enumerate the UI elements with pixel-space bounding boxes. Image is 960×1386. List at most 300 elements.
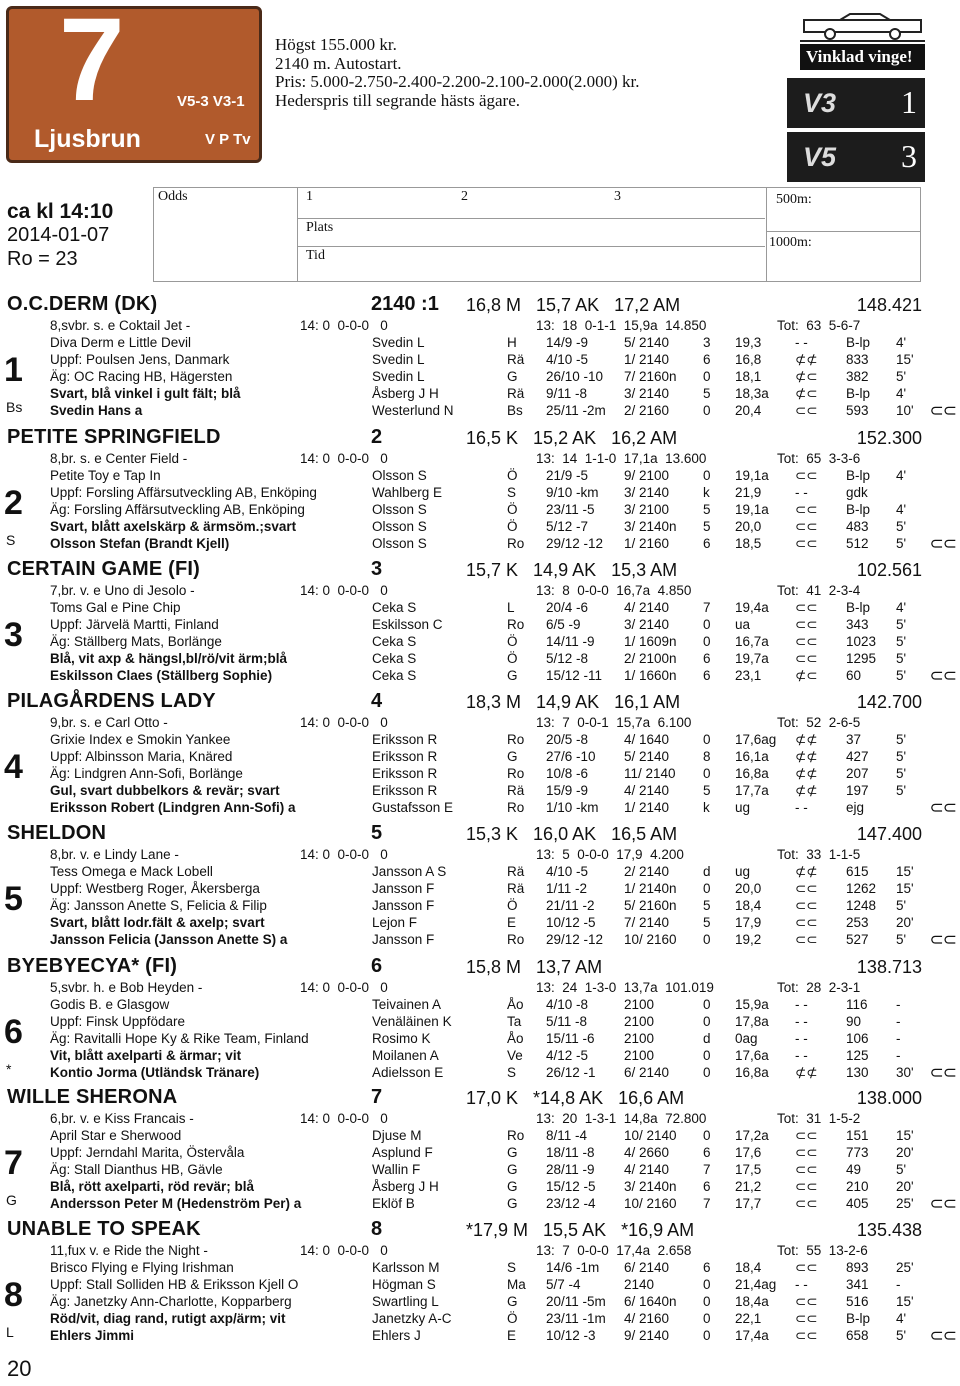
total-earnings: 138.000 xyxy=(856,1088,922,1108)
start-dat: 29/12 -12 xyxy=(546,932,604,947)
start-pr: 25' xyxy=(896,1260,914,1275)
start-sh: - - xyxy=(795,1014,808,1029)
start-pd: 6/ 2140 xyxy=(624,1065,670,1080)
start-pd: 6/ 1640n xyxy=(624,1294,677,1309)
start-drv: Åsberg J H xyxy=(372,386,439,401)
start-od: 197 xyxy=(846,783,869,798)
start-ped: Eriksson Robert (Lindgren Ann-Sofi) a xyxy=(50,800,296,815)
start-sh: ⊂⊂ xyxy=(795,1179,818,1194)
start-sh: ⊄⊄ xyxy=(795,1065,818,1080)
start-ped: Äg: Forsling Affärsutveckling AB, Enköping xyxy=(50,502,305,517)
total-stats: Tot: 63 5-6-7 xyxy=(777,318,861,333)
start-trk: G xyxy=(507,369,518,384)
start-ped: Toms Gal e Pine Chip xyxy=(50,600,181,615)
start-pl: 0 xyxy=(703,1128,711,1143)
start-ped: Ehlers Jimmi xyxy=(50,1328,135,1343)
ro-value: Ro = 23 xyxy=(7,248,78,270)
start-trk: Ma xyxy=(507,1277,526,1292)
horse-records: 16,8 M 15,7 AK 17,2 AM xyxy=(466,295,681,315)
horse-name: UNABLE TO SPEAK xyxy=(7,1218,201,1240)
start-drv: Karlsson M xyxy=(372,1260,440,1275)
start-pl: 7 xyxy=(703,1162,711,1177)
year-stats-13: 13: 24 1-3-0 13,7a 101.019 xyxy=(536,980,714,995)
start-dat: 15/12 -11 xyxy=(546,668,603,683)
start-od: 125 xyxy=(846,1048,869,1063)
start-od: 116 xyxy=(846,997,868,1012)
year-stats-14: 14: 0 0-0-0 0 xyxy=(300,583,388,598)
col-2: 2 xyxy=(461,189,468,204)
year-stats-14: 14: 0 0-0-0 0 xyxy=(300,980,388,995)
horse-records: 15,7 K 14,9 AK 15,3 AM xyxy=(466,560,678,580)
start-trk: E xyxy=(507,915,517,930)
start-trk: G xyxy=(507,1179,518,1194)
start-pd: 3/ 2140n xyxy=(624,519,677,534)
start-pd: 5/ 2140 xyxy=(624,335,670,350)
start-pd: 10/ 2160 xyxy=(624,932,677,947)
start-dat: 10/8 -6 xyxy=(546,766,589,781)
start-pl: 5 xyxy=(703,519,711,534)
start-pr: 4' xyxy=(896,335,907,350)
year-stats-13: 13: 5 0-0-0 17,9 4.200 xyxy=(536,847,684,862)
start-drv: Djuse M xyxy=(372,1128,422,1143)
start-trk: Ro xyxy=(507,732,525,747)
badge-label: V3 xyxy=(803,88,837,118)
m1000-label: 1000m: xyxy=(769,235,812,250)
start-drv: Wallin F xyxy=(372,1162,421,1177)
start-pl: 6 xyxy=(703,1145,711,1160)
start-dat: 9/10 -km xyxy=(546,485,599,500)
start-pl: 5 xyxy=(703,783,711,798)
start-pd: 2/ 2100n xyxy=(624,651,677,666)
start-pl: 0 xyxy=(703,403,711,418)
start-od: B-lp xyxy=(846,600,871,615)
start-pl: 0 xyxy=(703,1294,711,1309)
start-pr: 20' xyxy=(896,915,914,930)
col-3: 3 xyxy=(614,189,621,204)
start-sh: ⊂⊂ xyxy=(795,536,818,551)
start-pd: 3/ 2140 xyxy=(624,617,670,632)
horse-age-sire: 8,br. v. e Lindy Lane - xyxy=(50,847,179,862)
start-pl: d xyxy=(703,1031,711,1046)
start-number: 1 xyxy=(4,351,23,389)
start-sh: ⊄⊄ xyxy=(795,864,818,879)
horse-records: 15,3 K 16,0 AK 16,5 AM xyxy=(466,824,678,844)
start-ped: Gul, svart dubbelkors & revär; svart xyxy=(50,783,280,798)
race-games: V5-3 V3-1 xyxy=(177,93,245,110)
year-stats-14: 14: 0 0-0-0 0 xyxy=(300,715,388,730)
start-dat: 14/6 -1m xyxy=(546,1260,600,1275)
total-stats: Tot: 41 2-3-4 xyxy=(777,583,861,598)
start-drv: Olsson S xyxy=(372,502,427,517)
start-drv: Ceka S xyxy=(372,651,417,666)
start-drv: Rosimo K xyxy=(372,1031,431,1046)
start-pr: 10' xyxy=(896,403,914,418)
start-tm: 16,7a xyxy=(735,634,769,649)
start-drv: Olsson S xyxy=(372,468,427,483)
start-sh: ⊂⊂ xyxy=(795,898,818,913)
start-pr: - xyxy=(896,1277,901,1292)
start-ped: Äg: Lindgren Ann-Sofi, Borlänge xyxy=(50,766,243,781)
shoe-code: * xyxy=(6,1061,12,1077)
start-dat: 4/12 -5 xyxy=(546,1048,589,1063)
start-sh: - - xyxy=(795,800,808,815)
shoe-icon: ⊂⊂ xyxy=(929,798,956,817)
start-od: 658 xyxy=(846,1328,869,1343)
start-dat: 10/12 -5 xyxy=(546,915,596,930)
start-ped: Blå, rött axelparti, röd revär; blå xyxy=(50,1179,255,1194)
start-ped: Andersson Peter M (Hedenström Per) a xyxy=(50,1196,302,1211)
start-trk: G xyxy=(507,1162,518,1177)
start-pr: 5' xyxy=(896,634,907,649)
start-od: 210 xyxy=(846,1179,869,1194)
start-sh: ⊂⊂ xyxy=(795,634,818,649)
start-sh: - - xyxy=(795,1277,808,1292)
post-position: 2140 :1 xyxy=(371,293,439,315)
start-ped: Äg: Janetzky Ann-Charlotte, Kopparberg xyxy=(50,1294,292,1309)
start-ped: Godis B. e Glasgow xyxy=(50,997,170,1012)
logo-text: Vinklad vinge! xyxy=(800,44,925,70)
horse-name: PILAGÅRDENS LADY xyxy=(7,690,216,712)
start-pr: 30' xyxy=(896,1065,914,1080)
start-trk: Ro xyxy=(507,800,525,815)
start-trk: Rä xyxy=(507,864,525,879)
start-tm: 18,1 xyxy=(735,369,762,384)
start-dat: 20/11 -5m xyxy=(546,1294,606,1309)
start-tm: 20,0 xyxy=(735,519,762,534)
shoe-code: G xyxy=(6,1192,17,1208)
start-pd: 2/ 2140 xyxy=(624,864,670,879)
start-ped: Röd/vit, diag rand, rutigt axp/ärm; vit xyxy=(50,1311,286,1326)
start-sh: ⊂⊂ xyxy=(795,502,818,517)
start-sh: ⊂⊂ xyxy=(795,881,818,896)
total-earnings: 102.561 xyxy=(856,560,922,580)
start-tm: 17,9 xyxy=(735,915,762,930)
start-od: 527 xyxy=(846,932,869,947)
post-position: 6 xyxy=(371,955,383,977)
start-dat: 14/11 -9 xyxy=(546,634,595,649)
start-sh: ⊂⊂ xyxy=(795,1260,818,1275)
start-pr: 15' xyxy=(896,1294,914,1309)
start-sh: ⊂⊂ xyxy=(795,519,818,534)
start-pr: 20' xyxy=(896,1179,914,1194)
horse-records: *17,9 M 15,5 AK *16,9 AM xyxy=(466,1220,695,1240)
start-tm: 18,4 xyxy=(735,898,762,913)
start-tm: ug xyxy=(735,800,751,815)
start-drv: Gustafsson E xyxy=(372,800,454,815)
start-tm: 21,2 xyxy=(735,1179,762,1194)
shoe-icon: ⊂⊂ xyxy=(929,1063,956,1082)
start-drv: Olsson S xyxy=(372,519,427,534)
start-pr: 4' xyxy=(896,502,907,517)
race-header-box xyxy=(6,0,262,163)
start-pl: 0 xyxy=(703,1014,711,1029)
start-ped: Uppf: Jerndahl Marita, Östervåla xyxy=(50,1145,245,1160)
start-number: 8 xyxy=(4,1276,23,1314)
start-od: 773 xyxy=(846,1145,869,1160)
shoe-code: L xyxy=(6,1324,14,1340)
start-pl: 0 xyxy=(703,634,711,649)
start-od: 483 xyxy=(846,519,869,534)
start-pr: - xyxy=(896,1048,901,1063)
start-od: 1262 xyxy=(846,881,877,896)
start-pl: 0 xyxy=(703,1065,711,1080)
start-drv: Jansson F xyxy=(372,898,435,913)
start-dat: 15/12 -5 xyxy=(546,1179,596,1194)
start-pd: 10/ 2160 xyxy=(624,1196,677,1211)
start-tm: 16,8a xyxy=(735,766,769,781)
start-dat: 5/12 -7 xyxy=(546,519,589,534)
race-date: 2014-01-07 xyxy=(7,224,110,246)
start-od: 341 xyxy=(846,1277,869,1292)
start-pr: 5' xyxy=(896,536,907,551)
start-drv: Eriksson R xyxy=(372,766,438,781)
start-pd: 10/ 2140 xyxy=(624,1128,677,1143)
start-pr: - xyxy=(896,997,901,1012)
start-ped: Uppf: Järvelä Martti, Finland xyxy=(50,617,219,632)
total-stats: Tot: 65 3-3-6 xyxy=(777,451,861,466)
start-pr: 5' xyxy=(896,766,907,781)
start-sh: ⊂⊂ xyxy=(795,1196,818,1211)
start-ped: Eskilsson Claes (Ställberg Sophie) xyxy=(50,668,273,683)
horse-records: 17,0 K *14,8 AK 16,6 AM xyxy=(466,1088,685,1108)
start-pl: 5 xyxy=(703,915,711,930)
start-tm: 19,4a xyxy=(735,600,769,615)
start-pd: 1/ 1609n xyxy=(624,634,677,649)
year-stats-14: 14: 0 0-0-0 0 xyxy=(300,318,388,333)
start-tm: 17,4a xyxy=(735,1328,769,1343)
start-tm: ug xyxy=(735,864,751,879)
race-info xyxy=(275,36,640,110)
start-drv: Venäläinen K xyxy=(372,1014,452,1029)
start-ped: Äg: OC Racing HB, Hägersten xyxy=(50,369,233,384)
start-dat: 23/11 -1m xyxy=(546,1311,606,1326)
start-sh: ⊂⊂ xyxy=(795,1145,818,1160)
start-sh: ⊂⊂ xyxy=(795,1162,818,1177)
start-dat: 5/12 -8 xyxy=(546,651,589,666)
start-sh: ⊄⊄ xyxy=(795,352,818,367)
start-trk: G xyxy=(507,1196,518,1211)
start-pl: 0 xyxy=(703,932,711,947)
start-pl: 7 xyxy=(703,1196,711,1211)
start-drv: Eriksson R xyxy=(372,732,438,747)
year-stats-13: 13: 14 1-1-0 17,1a 13.600 xyxy=(536,451,707,466)
start-dat: 18/11 -8 xyxy=(546,1145,595,1160)
start-pl: 0 xyxy=(703,881,711,896)
start-od: 253 xyxy=(846,915,869,930)
start-pd: 3/ 2140 xyxy=(624,386,670,401)
start-pd: 2/ 2160 xyxy=(624,403,670,418)
start-drv: Ceka S xyxy=(372,600,417,615)
start-sh: ⊄⊂ xyxy=(795,668,818,683)
start-od: 1023 xyxy=(846,634,877,649)
start-dat: 21/11 -2 xyxy=(546,898,595,913)
start-pd: 1/ 2140 xyxy=(624,800,670,815)
start-pd: 4/ 2140 xyxy=(624,783,670,798)
start-od: 427 xyxy=(846,749,869,764)
start-sh: ⊄⊂ xyxy=(795,386,818,401)
start-tm: 17,6a xyxy=(735,1048,769,1063)
horse-age-sire: 7,br. v. e Uno di Jesolo - xyxy=(50,583,195,598)
start-tm: 16,8a xyxy=(735,1065,769,1080)
start-sh: ⊄⊄ xyxy=(795,783,818,798)
v5-badge xyxy=(787,132,925,182)
start-tm: 18,5 xyxy=(735,536,762,551)
start-od: 615 xyxy=(846,864,869,879)
start-od: 343 xyxy=(846,617,869,632)
start-drv: Moilanen A xyxy=(372,1048,439,1063)
start-tm: 16,1a xyxy=(735,749,769,764)
start-drv: Ceka S xyxy=(372,668,417,683)
start-ped: Kontio Jorma (Utländsk Tränare) xyxy=(50,1065,260,1080)
start-drv: Adielsson E xyxy=(372,1065,444,1080)
total-earnings: 152.300 xyxy=(856,428,922,448)
horse-records: 15,8 M 13,7 AM xyxy=(466,957,603,977)
start-pr: 5' xyxy=(896,369,907,384)
post-position: 5 xyxy=(371,822,383,844)
shoe-icon: ⊂⊂ xyxy=(929,930,956,949)
start-drv: Jansson F xyxy=(372,932,435,947)
start-tm: 20,4 xyxy=(735,403,762,418)
start-dat: 20/5 -8 xyxy=(546,732,589,747)
start-od: 106 xyxy=(846,1031,869,1046)
start-dat: 25/11 -2m xyxy=(546,403,606,418)
start-trk: Ro xyxy=(507,1128,525,1143)
shoe-icon: ⊂⊂ xyxy=(929,401,956,420)
post-position: 7 xyxy=(371,1086,383,1108)
start-dat: 15/11 -6 xyxy=(546,1031,595,1046)
start-tm: 21,4ag xyxy=(735,1277,777,1292)
start-drv: Svedin L xyxy=(372,352,425,367)
start-pd: 4/ 1640 xyxy=(624,732,670,747)
start-tm: 20,0 xyxy=(735,881,762,896)
start-trk: L xyxy=(507,600,515,615)
start-ped: Uppf: Poulsen Jens, Danmark xyxy=(50,352,230,367)
start-od: 151 xyxy=(846,1128,869,1143)
start-tm: 19,7a xyxy=(735,651,769,666)
start-pl: k xyxy=(703,485,710,500)
start-pr: 5' xyxy=(896,749,907,764)
start-trk: E xyxy=(507,1328,517,1343)
start-pl: 6 xyxy=(703,536,711,551)
start-trk: Rä xyxy=(507,352,525,367)
start-tm: 18,4a xyxy=(735,1294,769,1309)
start-pr: 4' xyxy=(896,600,907,615)
start-drv: Janetzky A-C xyxy=(372,1311,452,1326)
start-pr: 5' xyxy=(896,732,907,747)
start-drv: Teivainen A xyxy=(372,997,442,1012)
start-ped: Svart, blått lodr.fält & axelp; svart xyxy=(50,915,265,930)
start-dat: 29/12 -12 xyxy=(546,536,604,551)
start-tm: 17,6 xyxy=(735,1145,762,1160)
badge-label: V5 xyxy=(803,142,837,172)
start-trk: G xyxy=(507,749,518,764)
start-drv: Swartling L xyxy=(372,1294,439,1309)
start-od: 516 xyxy=(846,1294,869,1309)
start-dat: 15/9 -9 xyxy=(546,783,589,798)
year-stats-13: 13: 8 0-0-0 16,7a 4.850 xyxy=(536,583,692,598)
start-tm: 22,1 xyxy=(735,1311,762,1326)
start-pr: 5' xyxy=(896,898,907,913)
start-ped: Äg: Jansson Anette S, Felicia & Filip xyxy=(50,898,267,913)
start-pr: 5' xyxy=(896,1162,907,1177)
start-ped: April Star e Sherwood xyxy=(50,1128,182,1143)
start-dat: 23/11 -5 xyxy=(546,502,595,517)
start-ped: Grixie Index e Smokin Yankee xyxy=(50,732,231,747)
start-tm: 19,2 xyxy=(735,932,762,947)
start-dat: 8/11 -4 xyxy=(546,1128,588,1143)
shoe-code: Bs xyxy=(6,399,23,415)
start-pd: 6/ 2140 xyxy=(624,1260,670,1275)
start-sh: ⊄⊄ xyxy=(795,749,818,764)
start-tm: 17,7 xyxy=(735,1196,762,1211)
start-trk: G xyxy=(507,1145,518,1160)
start-ped: Tess Omega e Mack Lobell xyxy=(50,864,213,879)
start-dat: 9/11 -8 xyxy=(546,386,588,401)
start-dat: 4/10 -5 xyxy=(546,864,589,879)
start-ped: Svart, blått axelskärp & ärmsöm.;svart xyxy=(50,519,297,534)
start-pd: 9/ 2100 xyxy=(624,468,670,483)
start-pl: 0 xyxy=(703,468,711,483)
total-earnings: 135.438 xyxy=(856,1220,922,1240)
start-od: 833 xyxy=(846,352,869,367)
start-od: 207 xyxy=(846,766,869,781)
start-od: ejg xyxy=(846,800,865,815)
start-pl: 0 xyxy=(703,617,711,632)
race-info-line: Pris: 5.000-2.750-2.400-2.200-2.100-2.000(2.000) kr. xyxy=(275,72,640,91)
badge-number: 3 xyxy=(901,138,917,174)
start-pd: 2100 xyxy=(624,997,655,1012)
start-drv: Svedin L xyxy=(372,369,425,384)
start-sh: ⊄⊂ xyxy=(795,369,818,384)
year-stats-14: 14: 0 0-0-0 0 xyxy=(300,451,388,466)
start-pl: 8 xyxy=(703,749,711,764)
start-trk: Rä xyxy=(507,386,525,401)
start-drv: Jansson A S xyxy=(372,864,447,879)
start-od: gdk xyxy=(846,485,868,500)
start-sh: ⊂⊂ xyxy=(795,1328,818,1343)
start-trk: Rä xyxy=(507,783,525,798)
start-sh: ⊄⊄ xyxy=(795,766,818,781)
start-trk: Åo xyxy=(507,997,524,1012)
start-pd: 9/ 2140 xyxy=(624,1328,670,1343)
start-ped: Brisco Flying e Flying Irishman xyxy=(50,1260,234,1275)
start-trk: Ö xyxy=(507,898,518,913)
start-dat: 5/7 -4 xyxy=(546,1277,581,1292)
start-sh: ⊂⊂ xyxy=(795,915,818,930)
start-sh: - - xyxy=(795,335,808,350)
start-dat: 6/5 -9 xyxy=(546,617,581,632)
start-number: 6 xyxy=(4,1013,23,1051)
year-stats-13: 13: 20 1-3-1 14,8a 72.800 xyxy=(536,1111,707,1126)
start-tm: 0ag xyxy=(735,1031,758,1046)
start-ped: Svedin Hans a xyxy=(50,403,143,418)
start-trk: Ö xyxy=(507,1311,518,1326)
start-pl: 0 xyxy=(703,369,711,384)
start-pr: 15' xyxy=(896,352,914,367)
start-ped: Äg: Ställberg Mats, Borlänge xyxy=(50,634,222,649)
start-sh: ⊂⊂ xyxy=(795,651,818,666)
start-drv: Eriksson R xyxy=(372,749,438,764)
start-drv: Asplund F xyxy=(372,1145,433,1160)
start-pd: 1/ 2140n xyxy=(624,881,677,896)
start-pl: 7 xyxy=(703,600,711,615)
start-tm: ua xyxy=(735,617,751,632)
start-tm: 19,1a xyxy=(735,468,769,483)
start-time: ca kl 14:10 xyxy=(7,200,114,223)
start-sh: ⊂⊂ xyxy=(795,468,818,483)
start-pl: 0 xyxy=(703,1277,711,1292)
start-tm: 17,7a xyxy=(735,783,769,798)
